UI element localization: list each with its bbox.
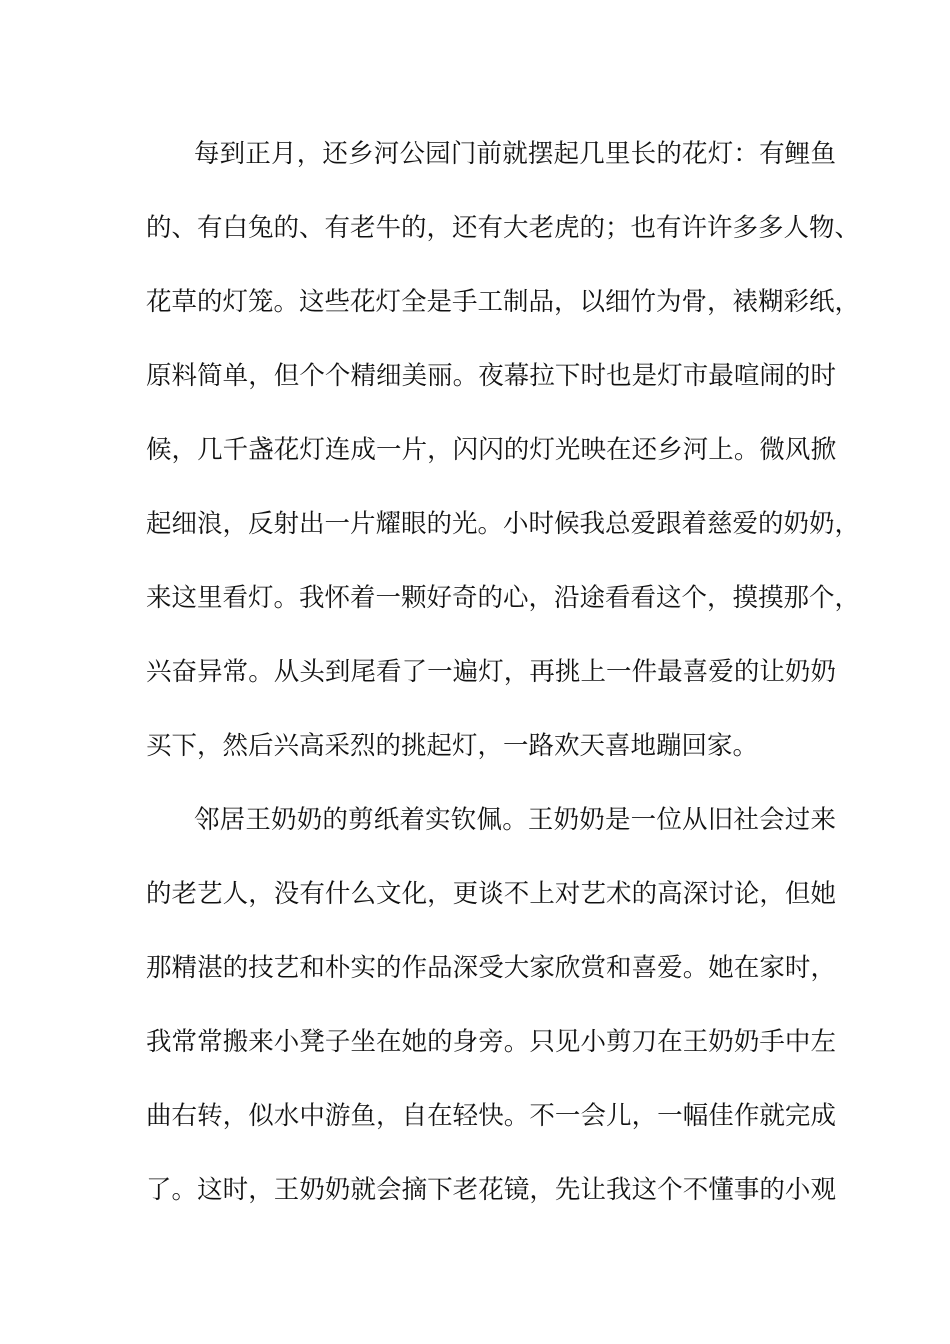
paragraph-1-line-1: 每到正月，还乡河公园门前就摆起几里长的花灯：有鲤鱼 (194, 139, 836, 169)
paragraph-1-line-6: 起细浪，反射出一片耀眼的光。小时候我总爱跟着慈爱的奶奶， (146, 509, 861, 539)
paragraph-1-line-5: 候，几千盏花灯连成一片，闪闪的灯光映在还乡河上。微风掀 (146, 435, 836, 465)
paragraph-2-line-1: 邻居王奶奶的剪纸着实钦佩。王奶奶是一位从旧社会过来 (194, 805, 836, 835)
paragraph-1-line-7: 来这里看灯。我怀着一颗好奇的心，沿途看看这个，摸摸那个， (146, 583, 861, 613)
paragraph-2-line-5: 曲右转，似水中游鱼，自在轻快。不一会儿，一幅佳作就完成 (146, 1101, 836, 1131)
paragraph-1-line-4: 原料简单，但个个精细美丽。夜幕拉下时也是灯市最喧闹的时 (146, 361, 836, 391)
paragraph-1-line-9: 买下，然后兴高采烈的挑起灯，一路欢天喜地蹦回家。 (146, 731, 759, 761)
paragraph-2-line-6: 了。这时，王奶奶就会摘下老花镜，先让我这个不懂事的小观 (146, 1175, 836, 1205)
paragraph-2-line-2: 的老艺人，没有什么文化，更谈不上对艺术的高深讨论，但她 (146, 879, 836, 909)
paragraph-1-line-3: 花草的灯笼。这些花灯全是手工制品，以细竹为骨，裱糊彩纸， (146, 287, 861, 317)
document-body (146, 130, 861, 1240)
paragraph-1-line-2: 的、有白兔的、有老牛的，还有大老虎的；也有许许多多人物、 (146, 213, 861, 243)
paragraph-2-line-4: 我常常搬来小凳子坐在她的身旁。只见小剪刀在王奶奶手中左 (146, 1027, 836, 1057)
paragraph-1-line-8: 兴奋异常。从头到尾看了一遍灯，再挑上一件最喜爱的让奶奶 (146, 657, 836, 687)
paragraph-2-line-3: 那精湛的技艺和朴实的作品深受大家欣赏和喜爱。她在家时， (146, 953, 836, 983)
